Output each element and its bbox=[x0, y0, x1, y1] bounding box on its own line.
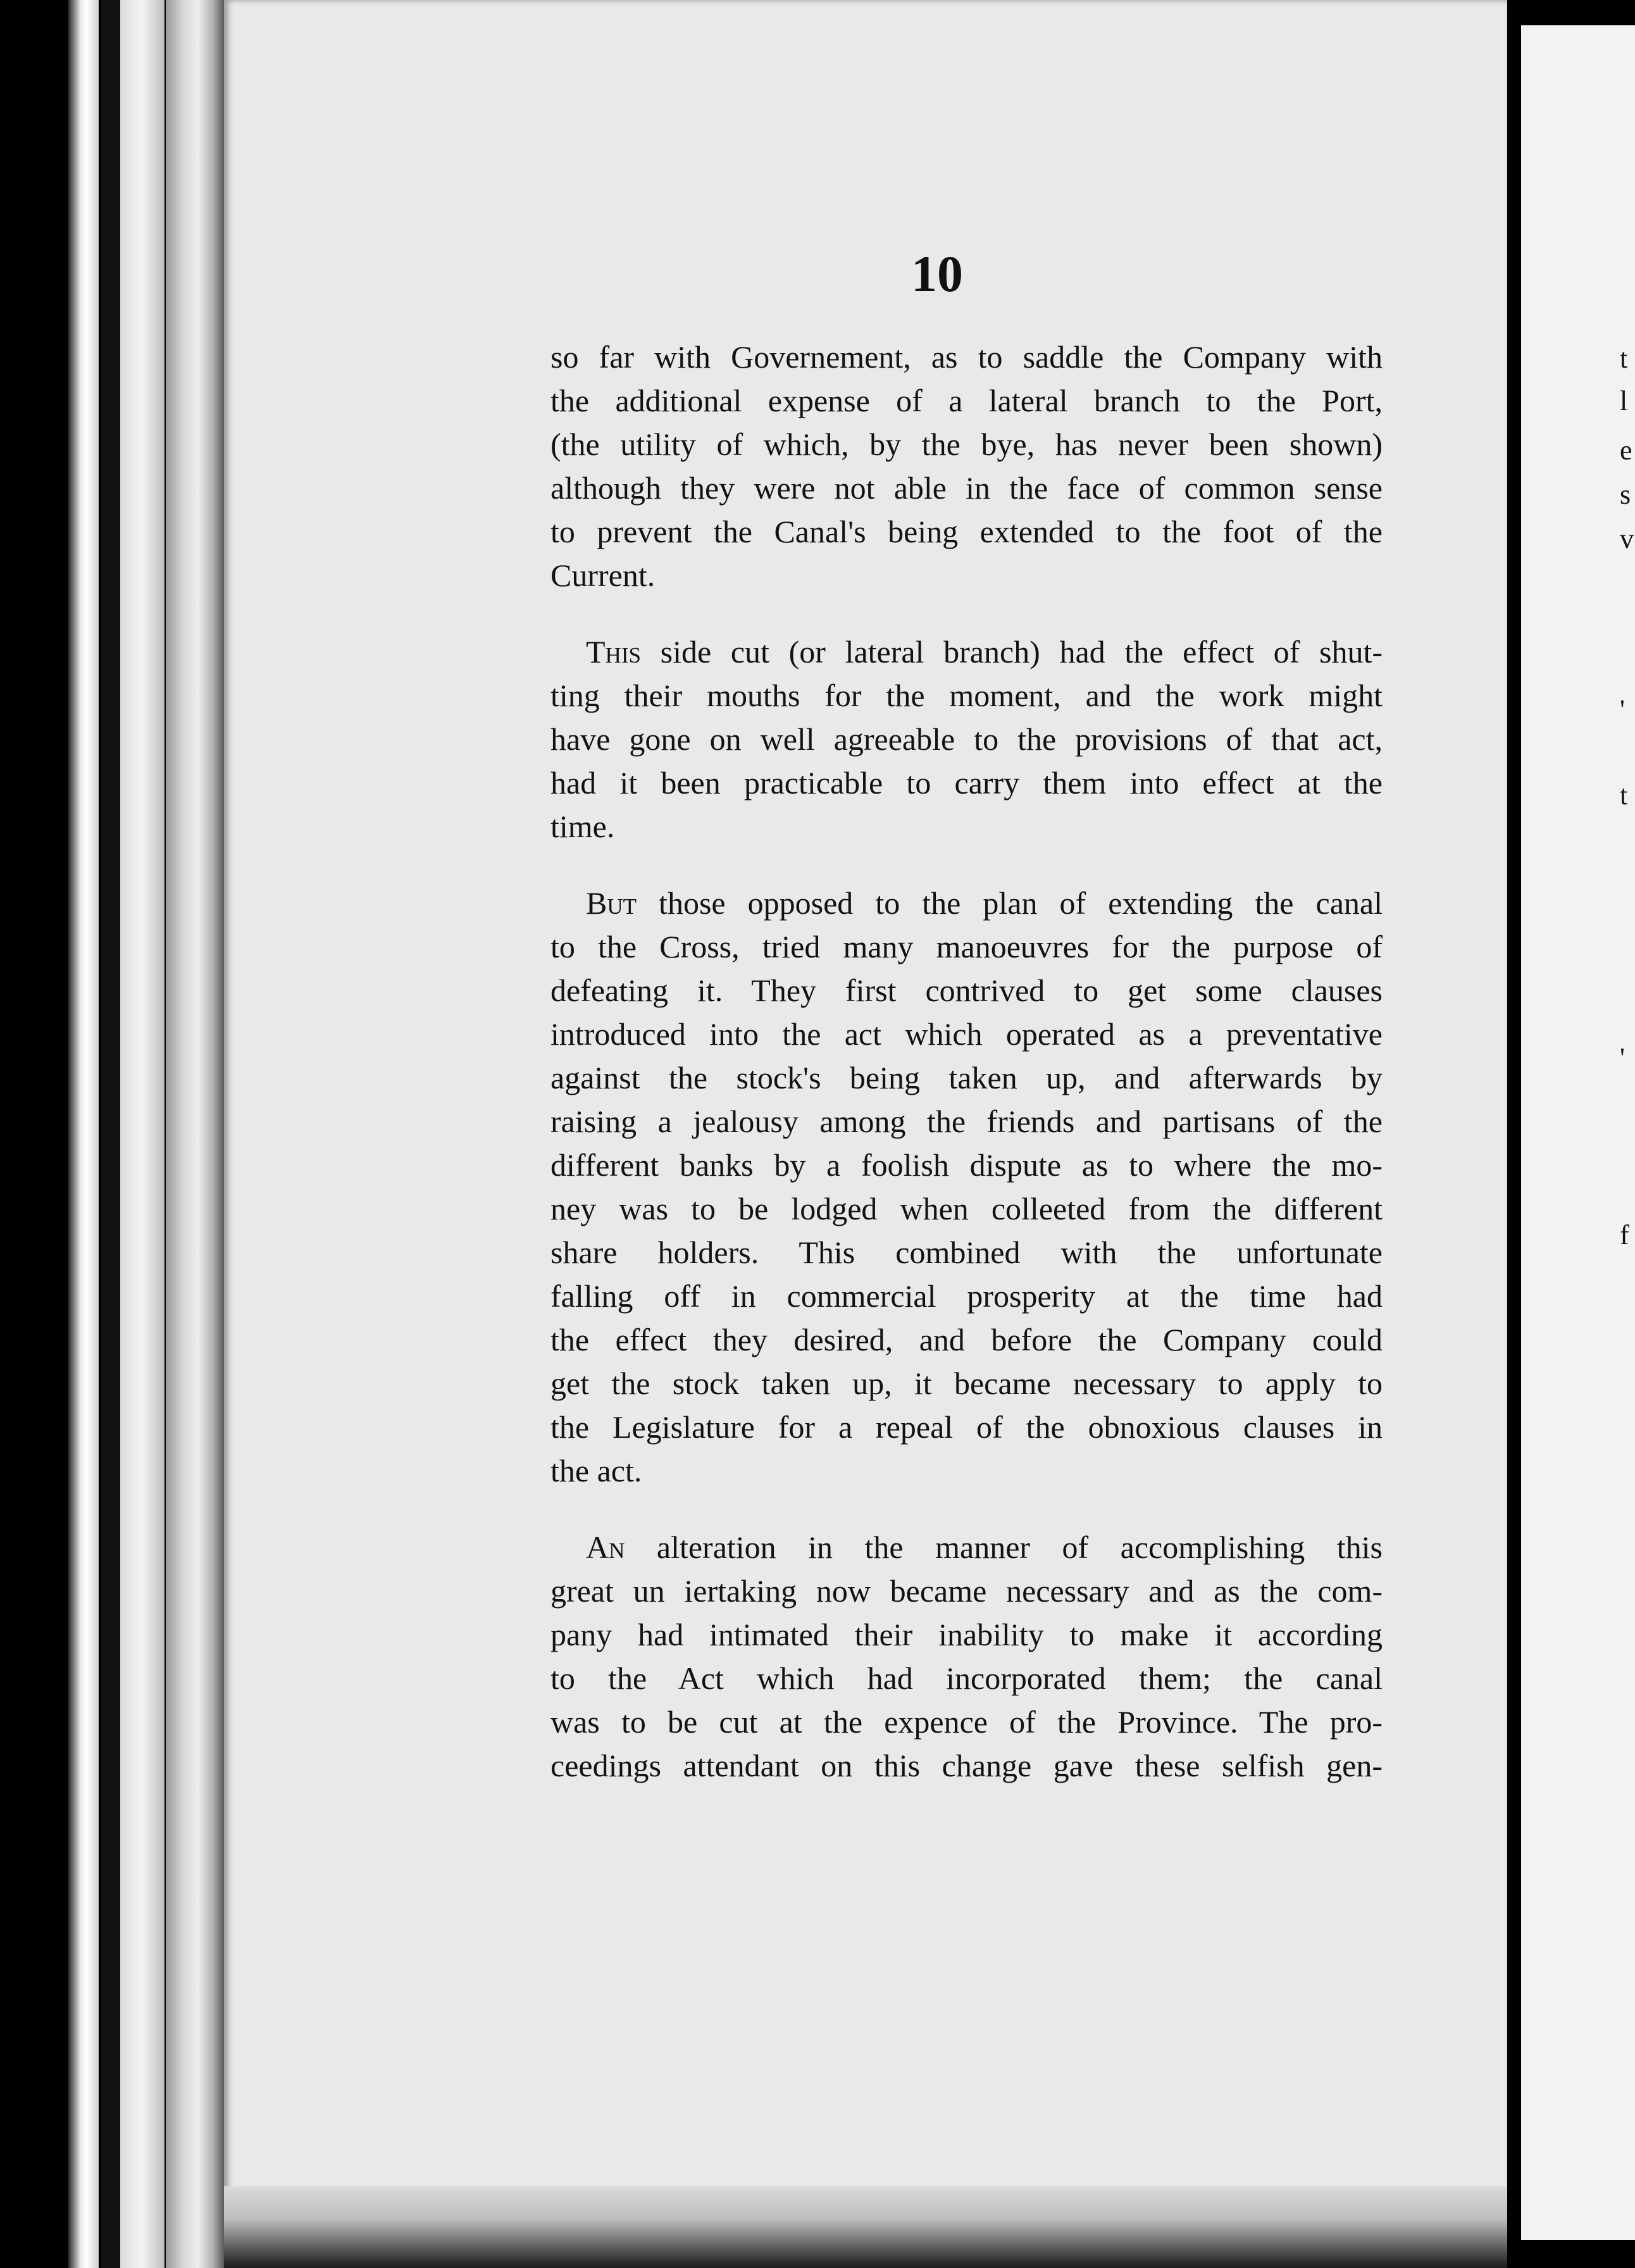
text-line: ting their mouths for the moment, and the work might bbox=[550, 678, 1383, 713]
binding-shadow bbox=[101, 0, 120, 2268]
adjacent-page-char: v bbox=[1620, 523, 1634, 554]
gutter-gap bbox=[1507, 0, 1521, 2268]
text-line: falling off in commercial prosperity at the time had bbox=[550, 1278, 1383, 1314]
text-line: defeating it. They first contrived to get some clauses bbox=[550, 973, 1383, 1008]
text-span: alteration in the manner of accomplishing this bbox=[625, 1530, 1383, 1565]
text-span: those opposed to the plan of extending the canal bbox=[637, 885, 1383, 921]
adjacent-page-char: l bbox=[1620, 385, 1628, 416]
adjacent-page-char: e bbox=[1620, 435, 1632, 466]
text-line bbox=[550, 630, 1383, 674]
text-line: ney was to be lodged when colleeted from the different bbox=[550, 1191, 1383, 1226]
adjacent-page-char: s bbox=[1620, 479, 1631, 510]
text-line: to the Cross, tried many manoeuvres for the purpose of bbox=[550, 929, 1383, 964]
text-line: the effect they desired, and before the Company could bbox=[550, 1322, 1383, 1357]
text-line: so far with Governement, as to saddle the Company with bbox=[550, 339, 1383, 375]
lead-word: This bbox=[586, 634, 641, 670]
text-line: introduced into the act which operated as a preventative bbox=[550, 1016, 1383, 1052]
text-line: (the utility of which, by the bye, has never been shown) bbox=[550, 427, 1383, 462]
page-number: 10 bbox=[911, 245, 963, 302]
text-line: to the Act which had incorporated them; the canal bbox=[550, 1660, 1383, 1696]
adjacent-page-char: ' bbox=[1620, 1042, 1625, 1073]
text-span: side cut (or lateral branch) had the effect of shut- bbox=[640, 634, 1383, 670]
paragraph bbox=[550, 1526, 1383, 1788]
paragraph bbox=[550, 335, 1383, 597]
body-text bbox=[550, 335, 1383, 1788]
text-line: great un iertaking now became necessary and as the com- bbox=[550, 1573, 1383, 1609]
text-line: ceedings attendant on this change gave these selfish gen- bbox=[550, 1748, 1383, 1783]
adjacent-page-char: ' bbox=[1620, 694, 1625, 725]
page-bottom-edge bbox=[224, 2186, 1507, 2268]
text-line: although they were not able in the face of common sense bbox=[550, 470, 1383, 506]
text-line: the additional expense of a lateral branch to the Port, bbox=[550, 383, 1383, 418]
text-line: raising a jealousy among the friends and partisans of the bbox=[550, 1104, 1383, 1139]
text-line: was to be cut at the expence of the Province. The pro- bbox=[550, 1704, 1383, 1740]
text-line: share holders. This combined with the unfortunate bbox=[550, 1235, 1383, 1270]
paragraph bbox=[550, 630, 1383, 849]
text-line: pany had intimated their inability to make it according bbox=[550, 1617, 1383, 1652]
text-line bbox=[550, 1526, 1383, 1569]
text-line: the act. bbox=[550, 1453, 642, 1488]
adjacent-page-char: t bbox=[1620, 780, 1628, 811]
text-line: against the stock's being taken up, and afterwards by bbox=[550, 1060, 1383, 1095]
text-line: to prevent the Canal's being extended to the foot of the bbox=[550, 514, 1383, 549]
text-line: have gone on well agreeable to the provisions of that act, bbox=[550, 721, 1383, 757]
binding-edge bbox=[68, 0, 99, 2268]
text-line: Current. bbox=[550, 558, 656, 593]
text-line: the Legislature for a repeal of the obnoxious clauses in bbox=[550, 1409, 1383, 1445]
adjacent-page bbox=[1521, 25, 1635, 2240]
text-line bbox=[550, 882, 1383, 925]
text-line: time. bbox=[550, 809, 615, 844]
lead-word: But bbox=[586, 885, 637, 921]
binding-edge bbox=[166, 0, 224, 2268]
binding-edge bbox=[120, 0, 165, 2268]
text-line: different banks by a foolish dispute as to where the mo- bbox=[550, 1147, 1383, 1183]
lead-word: An bbox=[586, 1530, 625, 1565]
text-line: get the stock taken up, it became necessary to apply to bbox=[550, 1366, 1383, 1401]
paragraph bbox=[550, 882, 1383, 1493]
text-line: had it been practicable to carry them into effect at the bbox=[550, 765, 1383, 801]
adjacent-page-char: f bbox=[1620, 1219, 1629, 1250]
adjacent-page-char: t bbox=[1620, 343, 1628, 374]
